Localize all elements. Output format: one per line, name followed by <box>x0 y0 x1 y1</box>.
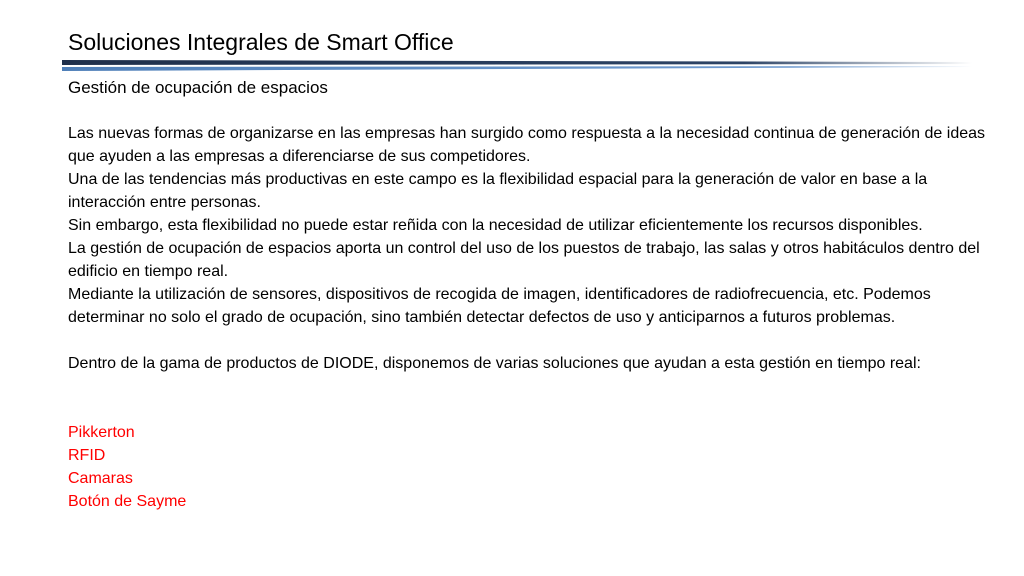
paragraph-products-intro: Dentro de la gama de productos de DIODE, disponemos de varias soluciones que ayudan a esta gestión en tiempo real: <box>68 355 921 372</box>
product-item-boton-sayme: Botón de Sayme <box>68 493 187 510</box>
title-divider <box>62 60 972 72</box>
spacer <box>68 375 988 421</box>
product-item-camaras: Camaras <box>68 470 133 487</box>
spacer <box>68 99 988 122</box>
paragraph-sensors: Mediante la utilización de sensores, dispositivos de recogida de imagen, identificadores de radiofrecuencia, etc. Podemos determinar no solo el grado de ocupación, sino también detectar defectos de uso y anticiparnos a futuros problemas. <box>68 286 931 326</box>
slide-title: Soluciones Integrales de Smart Office <box>68 29 454 55</box>
paragraph-occupancy-control: La gestión de ocupación de espacios aporta un control del uso de los puestos de trabajo, las salas y otros habitáculos dentro del edificio en tiempo real. <box>68 240 980 280</box>
paragraph-efficiency: Sin embargo, esta flexibilidad no puede estar reñida con la necesidad de utilizar eficientemente los recursos disponibles. <box>68 217 923 234</box>
spacer <box>68 329 988 352</box>
product-item-pikkerton: Pikkerton <box>68 424 135 441</box>
paragraph-new-ways: Las nuevas formas de organizarse en las empresas han surgido como respuesta a la necesidad continua de generación de ideas que ayuden a las empresas a diferenciarse de sus competidores. <box>68 125 986 165</box>
body-text <box>68 76 988 513</box>
paragraph-trends: Una de las tendencias más productivas en este campo es la flexibilidad espacial para la generación de valor en base a la interacción entre personas. <box>68 171 928 211</box>
section-heading: Gestión de ocupación de espacios <box>68 78 328 97</box>
product-item-rfid: RFID <box>68 447 106 464</box>
